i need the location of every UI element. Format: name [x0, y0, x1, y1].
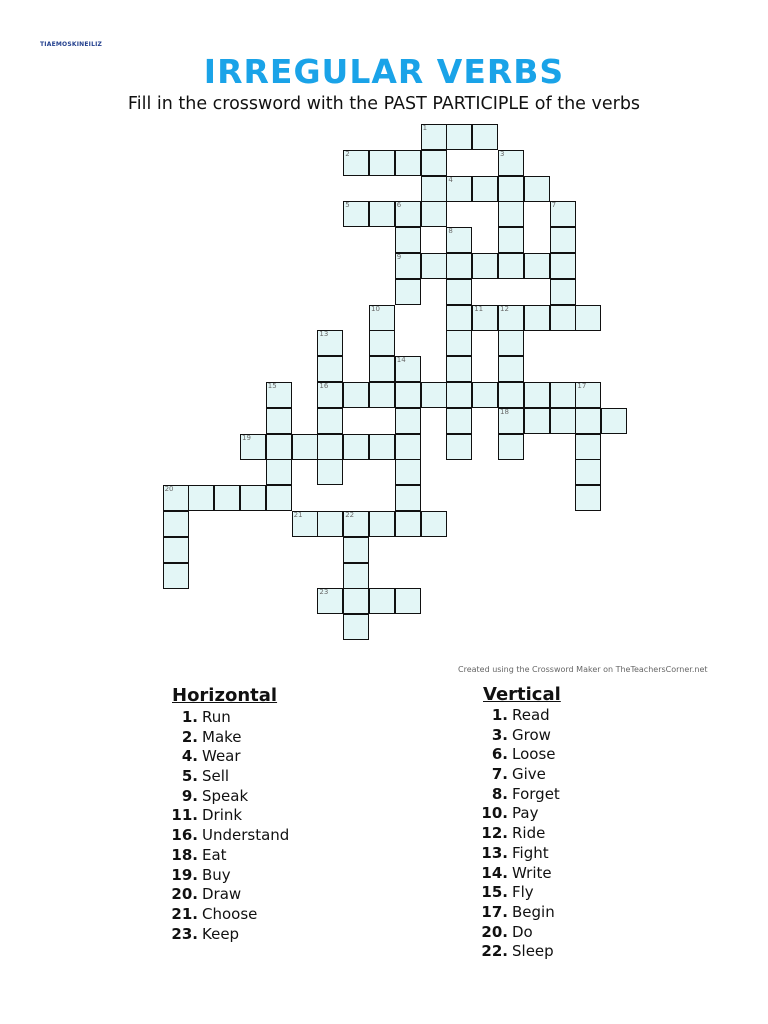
crossword-cell[interactable] [524, 408, 550, 434]
clue-item [170, 885, 289, 905]
crossword-cell[interactable] [446, 124, 472, 150]
crossword-cell[interactable] [421, 201, 447, 227]
clue-number: 20. [171, 885, 198, 904]
clue-number: 10. [481, 804, 508, 823]
crossword-cell[interactable] [369, 305, 395, 331]
clue-item [170, 925, 289, 945]
crossword-cell[interactable] [472, 176, 498, 202]
crossword-cell[interactable] [575, 408, 601, 434]
clue-item [170, 728, 289, 748]
clue-verb: Speak [202, 786, 249, 805]
clue-number: 16. [171, 826, 198, 845]
crossword-cell[interactable] [395, 434, 421, 460]
clue-number: 3. [491, 725, 508, 744]
crossword-cell[interactable] [317, 408, 343, 434]
crossword-cell[interactable] [343, 588, 369, 614]
clue-number: 14. [481, 863, 508, 882]
clue-number: 14 [396, 356, 406, 365]
clue-number: 5 [345, 201, 350, 210]
crossword-cell[interactable] [550, 279, 576, 305]
clue-item [480, 745, 560, 765]
crossword-cell[interactable] [550, 382, 576, 408]
clue-item [170, 846, 289, 866]
clue-verb: Loose [512, 745, 556, 764]
crossword-cell[interactable] [446, 382, 472, 408]
clue-number: 19. [171, 865, 198, 884]
clue-number: 18. [171, 845, 198, 864]
crossword-cell[interactable] [266, 408, 292, 434]
clue-item [170, 767, 289, 787]
clue-item [170, 806, 289, 826]
clue-number: 13 [319, 330, 329, 339]
clue-verb: Read [512, 706, 550, 724]
crossword-cell[interactable] [369, 201, 395, 227]
crossword-cell[interactable] [395, 227, 421, 253]
crossword-cell[interactable] [575, 485, 601, 511]
crossword-cell[interactable] [395, 253, 421, 279]
crossword-cell[interactable] [343, 150, 369, 176]
clue-number: 12. [481, 824, 508, 843]
crossword-cell[interactable] [395, 201, 421, 227]
clue-number: 12 [500, 304, 509, 313]
vertical-heading: Vertical [483, 684, 561, 705]
clue-verb: Fight [512, 843, 549, 862]
clue-verb: Wear [202, 747, 241, 766]
clue-item [170, 747, 289, 767]
clue-number: 6. [491, 745, 508, 764]
crossword-cell[interactable] [498, 305, 524, 331]
clue-number: 15. [481, 883, 508, 902]
crossword-cell[interactable] [575, 434, 601, 460]
crossword-cell[interactable] [317, 511, 343, 537]
clue-verb: Understand [202, 826, 290, 845]
crossword-cell[interactable] [498, 176, 524, 202]
crossword-cell[interactable] [369, 434, 395, 460]
crossword-cell[interactable] [575, 382, 601, 408]
crossword-cell[interactable] [575, 459, 601, 485]
clue-verb: Eat [202, 845, 227, 864]
crossword-cell[interactable] [266, 382, 292, 408]
crossword-cell[interactable] [214, 485, 240, 511]
page-title: IRREGULAR VERBS [203, 52, 565, 91]
clue-number: 11 [474, 304, 484, 313]
crossword-cell[interactable] [343, 382, 369, 408]
crossword-cell[interactable] [369, 150, 395, 176]
credit-line: Created using the Crossword Maker on TheTeachersCorner.net [458, 665, 708, 674]
crossword-cell[interactable] [395, 485, 421, 511]
clue-item [480, 864, 560, 884]
crossword-cell[interactable] [472, 253, 498, 279]
clue-verb: Keep [202, 924, 240, 943]
clue-verb: Forget [512, 784, 560, 803]
crossword-cell[interactable] [343, 563, 369, 589]
crossword-cell[interactable] [343, 537, 369, 563]
clue-number: 19 [242, 433, 251, 442]
crossword-cell[interactable] [163, 563, 189, 589]
clue-item [480, 923, 560, 943]
clue-number: 15 [267, 382, 277, 390]
clue-number: 13. [481, 843, 508, 862]
clue-number: 3 [500, 149, 505, 158]
crossword-cell[interactable] [550, 253, 576, 279]
crossword-cell[interactable] [446, 434, 472, 460]
crossword-cell[interactable] [421, 150, 447, 176]
clue-item [480, 942, 560, 962]
crossword-cell[interactable] [343, 434, 369, 460]
crossword-cell[interactable] [395, 588, 421, 614]
clue-number: 9. [181, 786, 198, 805]
crossword-cell[interactable] [292, 511, 318, 537]
clue-item [170, 905, 289, 925]
clue-item [170, 708, 289, 728]
crossword-cell[interactable] [446, 227, 472, 253]
clue-item [480, 765, 560, 785]
clue-number: 10 [371, 304, 380, 313]
clue-number: 4 [448, 175, 453, 184]
clue-number: 21 [293, 511, 303, 519]
crossword-cell[interactable] [498, 330, 524, 356]
crossword-cell[interactable] [498, 227, 524, 253]
crossword-cell[interactable] [446, 330, 472, 356]
crossword-cell[interactable] [369, 356, 395, 382]
crossword-cell[interactable] [498, 253, 524, 279]
clue-number: 7. [491, 765, 508, 784]
crossword-cell[interactable] [498, 434, 524, 460]
crossword-cell[interactable] [421, 511, 447, 537]
crossword-cell[interactable] [163, 485, 189, 511]
clue-number: 20 [164, 485, 174, 494]
crossword-cell[interactable] [188, 485, 214, 511]
crossword-cell[interactable] [343, 511, 369, 537]
crossword-cell[interactable] [395, 408, 421, 434]
clue-verb: Write [512, 863, 552, 882]
crossword-cell[interactable] [317, 330, 343, 356]
clue-item [480, 726, 560, 746]
clue-item [480, 903, 560, 923]
clue-number: 6 [396, 201, 402, 210]
crossword-cell[interactable] [498, 408, 524, 434]
clue-number: 7 [551, 201, 557, 210]
clue-item [480, 785, 560, 805]
crossword-cell[interactable] [421, 253, 447, 279]
clue-item [170, 787, 289, 807]
crossword-cell[interactable] [550, 408, 576, 434]
crossword-cell[interactable] [421, 124, 447, 150]
clue-item [480, 824, 560, 844]
crossword-cell[interactable] [498, 356, 524, 382]
clue-number: 2. [181, 727, 198, 746]
instructions: Fill in the crossword with the PAST PARTICIPLE of the verbs [127, 94, 641, 114]
crossword-cell[interactable] [498, 382, 524, 408]
crossword-cell[interactable] [550, 305, 576, 331]
clue-verb: Sell [202, 767, 230, 786]
clue-number: 1. [491, 706, 508, 724]
crossword-cell[interactable] [266, 459, 292, 485]
crossword-cell[interactable] [317, 356, 343, 382]
crossword-cell[interactable] [317, 434, 343, 460]
clue-number: 5. [181, 767, 198, 786]
clue-number: 16 [319, 382, 329, 390]
clue-verb: Do [512, 922, 533, 941]
clue-verb: Ride [512, 824, 546, 843]
crossword-cell[interactable] [421, 176, 447, 202]
crossword-cell[interactable] [472, 382, 498, 408]
clue-verb: Pay [512, 804, 539, 823]
clue-number: 17. [481, 902, 508, 921]
crossword-cell[interactable] [446, 253, 472, 279]
crossword-cell[interactable] [163, 511, 189, 537]
crossword-cell[interactable] [317, 459, 343, 485]
crossword-cell[interactable] [524, 382, 550, 408]
clue-item [480, 706, 560, 726]
crossword-cell[interactable] [446, 408, 472, 434]
clue-verb: Drink [202, 806, 243, 825]
publisher-logo: TIAEMOSKINEILIZ [40, 41, 103, 48]
clue-number: 17 [577, 382, 587, 390]
clue-number: 22. [481, 942, 508, 961]
clue-number: 1. [181, 708, 198, 726]
crossword-cell[interactable] [292, 434, 318, 460]
clue-verb: Run [202, 708, 231, 726]
crossword-cell[interactable] [317, 588, 343, 614]
clue-verb: Buy [202, 865, 231, 884]
clue-number: 11. [171, 806, 198, 825]
crossword-cell[interactable] [446, 305, 472, 331]
horizontal-heading: Horizontal [172, 685, 278, 706]
crossword-cell[interactable] [395, 459, 421, 485]
crossword-cell[interactable] [369, 330, 395, 356]
clue-number: 1 [422, 124, 428, 132]
clue-number: 18 [500, 407, 509, 416]
clue-item [170, 866, 289, 886]
crossword-cell[interactable] [472, 305, 498, 331]
crossword-cell[interactable] [524, 253, 550, 279]
crossword-cell[interactable] [266, 485, 292, 511]
clue-number: 4. [181, 747, 198, 766]
clue-item [480, 844, 560, 864]
clue-number: 9 [396, 253, 402, 261]
crossword-cell[interactable] [575, 305, 601, 331]
clue-number: 21. [171, 904, 198, 923]
horizontal-clue-list [170, 708, 289, 944]
clue-number: 8 [448, 227, 453, 236]
crossword-cell[interactable] [266, 434, 292, 460]
crossword-cell[interactable] [343, 201, 369, 227]
crossword-cell[interactable] [498, 201, 524, 227]
crossword-cell[interactable] [524, 305, 550, 331]
crossword-cell[interactable] [550, 201, 576, 227]
crossword-cell[interactable] [369, 511, 395, 537]
crossword-cell[interactable] [446, 176, 472, 202]
vertical-clue-list [480, 706, 560, 962]
clue-number: 22 [345, 511, 355, 519]
clue-verb: Make [202, 727, 242, 746]
clue-verb: Fly [512, 883, 534, 902]
crossword-cell[interactable] [524, 176, 550, 202]
crossword-cell[interactable] [369, 588, 395, 614]
crossword-cell[interactable] [240, 434, 266, 460]
clue-verb: Sleep [512, 942, 554, 961]
clue-number: 23 [319, 588, 329, 597]
clue-number: 20. [481, 922, 508, 941]
crossword-cell[interactable] [421, 382, 447, 408]
crossword-cell[interactable] [550, 227, 576, 253]
clue-verb: Give [512, 765, 546, 784]
clue-item [480, 883, 560, 903]
crossword-cell[interactable] [240, 485, 266, 511]
clue-item [480, 804, 560, 824]
crossword-cell[interactable] [498, 150, 524, 176]
crossword-cell[interactable] [369, 382, 395, 408]
crossword-cell[interactable] [395, 356, 421, 382]
crossword-cell[interactable] [317, 382, 343, 408]
clue-number: 2 [345, 149, 350, 158]
clue-number: 23. [171, 924, 198, 943]
clue-verb: Choose [202, 904, 258, 923]
clue-item [170, 826, 289, 846]
crossword-cell[interactable] [395, 279, 421, 305]
crossword-cell[interactable] [163, 537, 189, 563]
crossword-cell[interactable] [601, 408, 627, 434]
crossword-cell[interactable] [395, 150, 421, 176]
crossword-cell[interactable] [446, 356, 472, 382]
crossword-cell[interactable] [343, 614, 369, 640]
crossword-cell[interactable] [472, 124, 498, 150]
crossword-cell[interactable] [395, 511, 421, 537]
clue-verb: Grow [512, 725, 551, 744]
crossword-cell[interactable] [395, 382, 421, 408]
clue-number: 8. [491, 784, 508, 803]
clue-verb: Draw [202, 885, 242, 904]
clue-verb: Begin [512, 902, 555, 921]
crossword-cell[interactable] [446, 279, 472, 305]
